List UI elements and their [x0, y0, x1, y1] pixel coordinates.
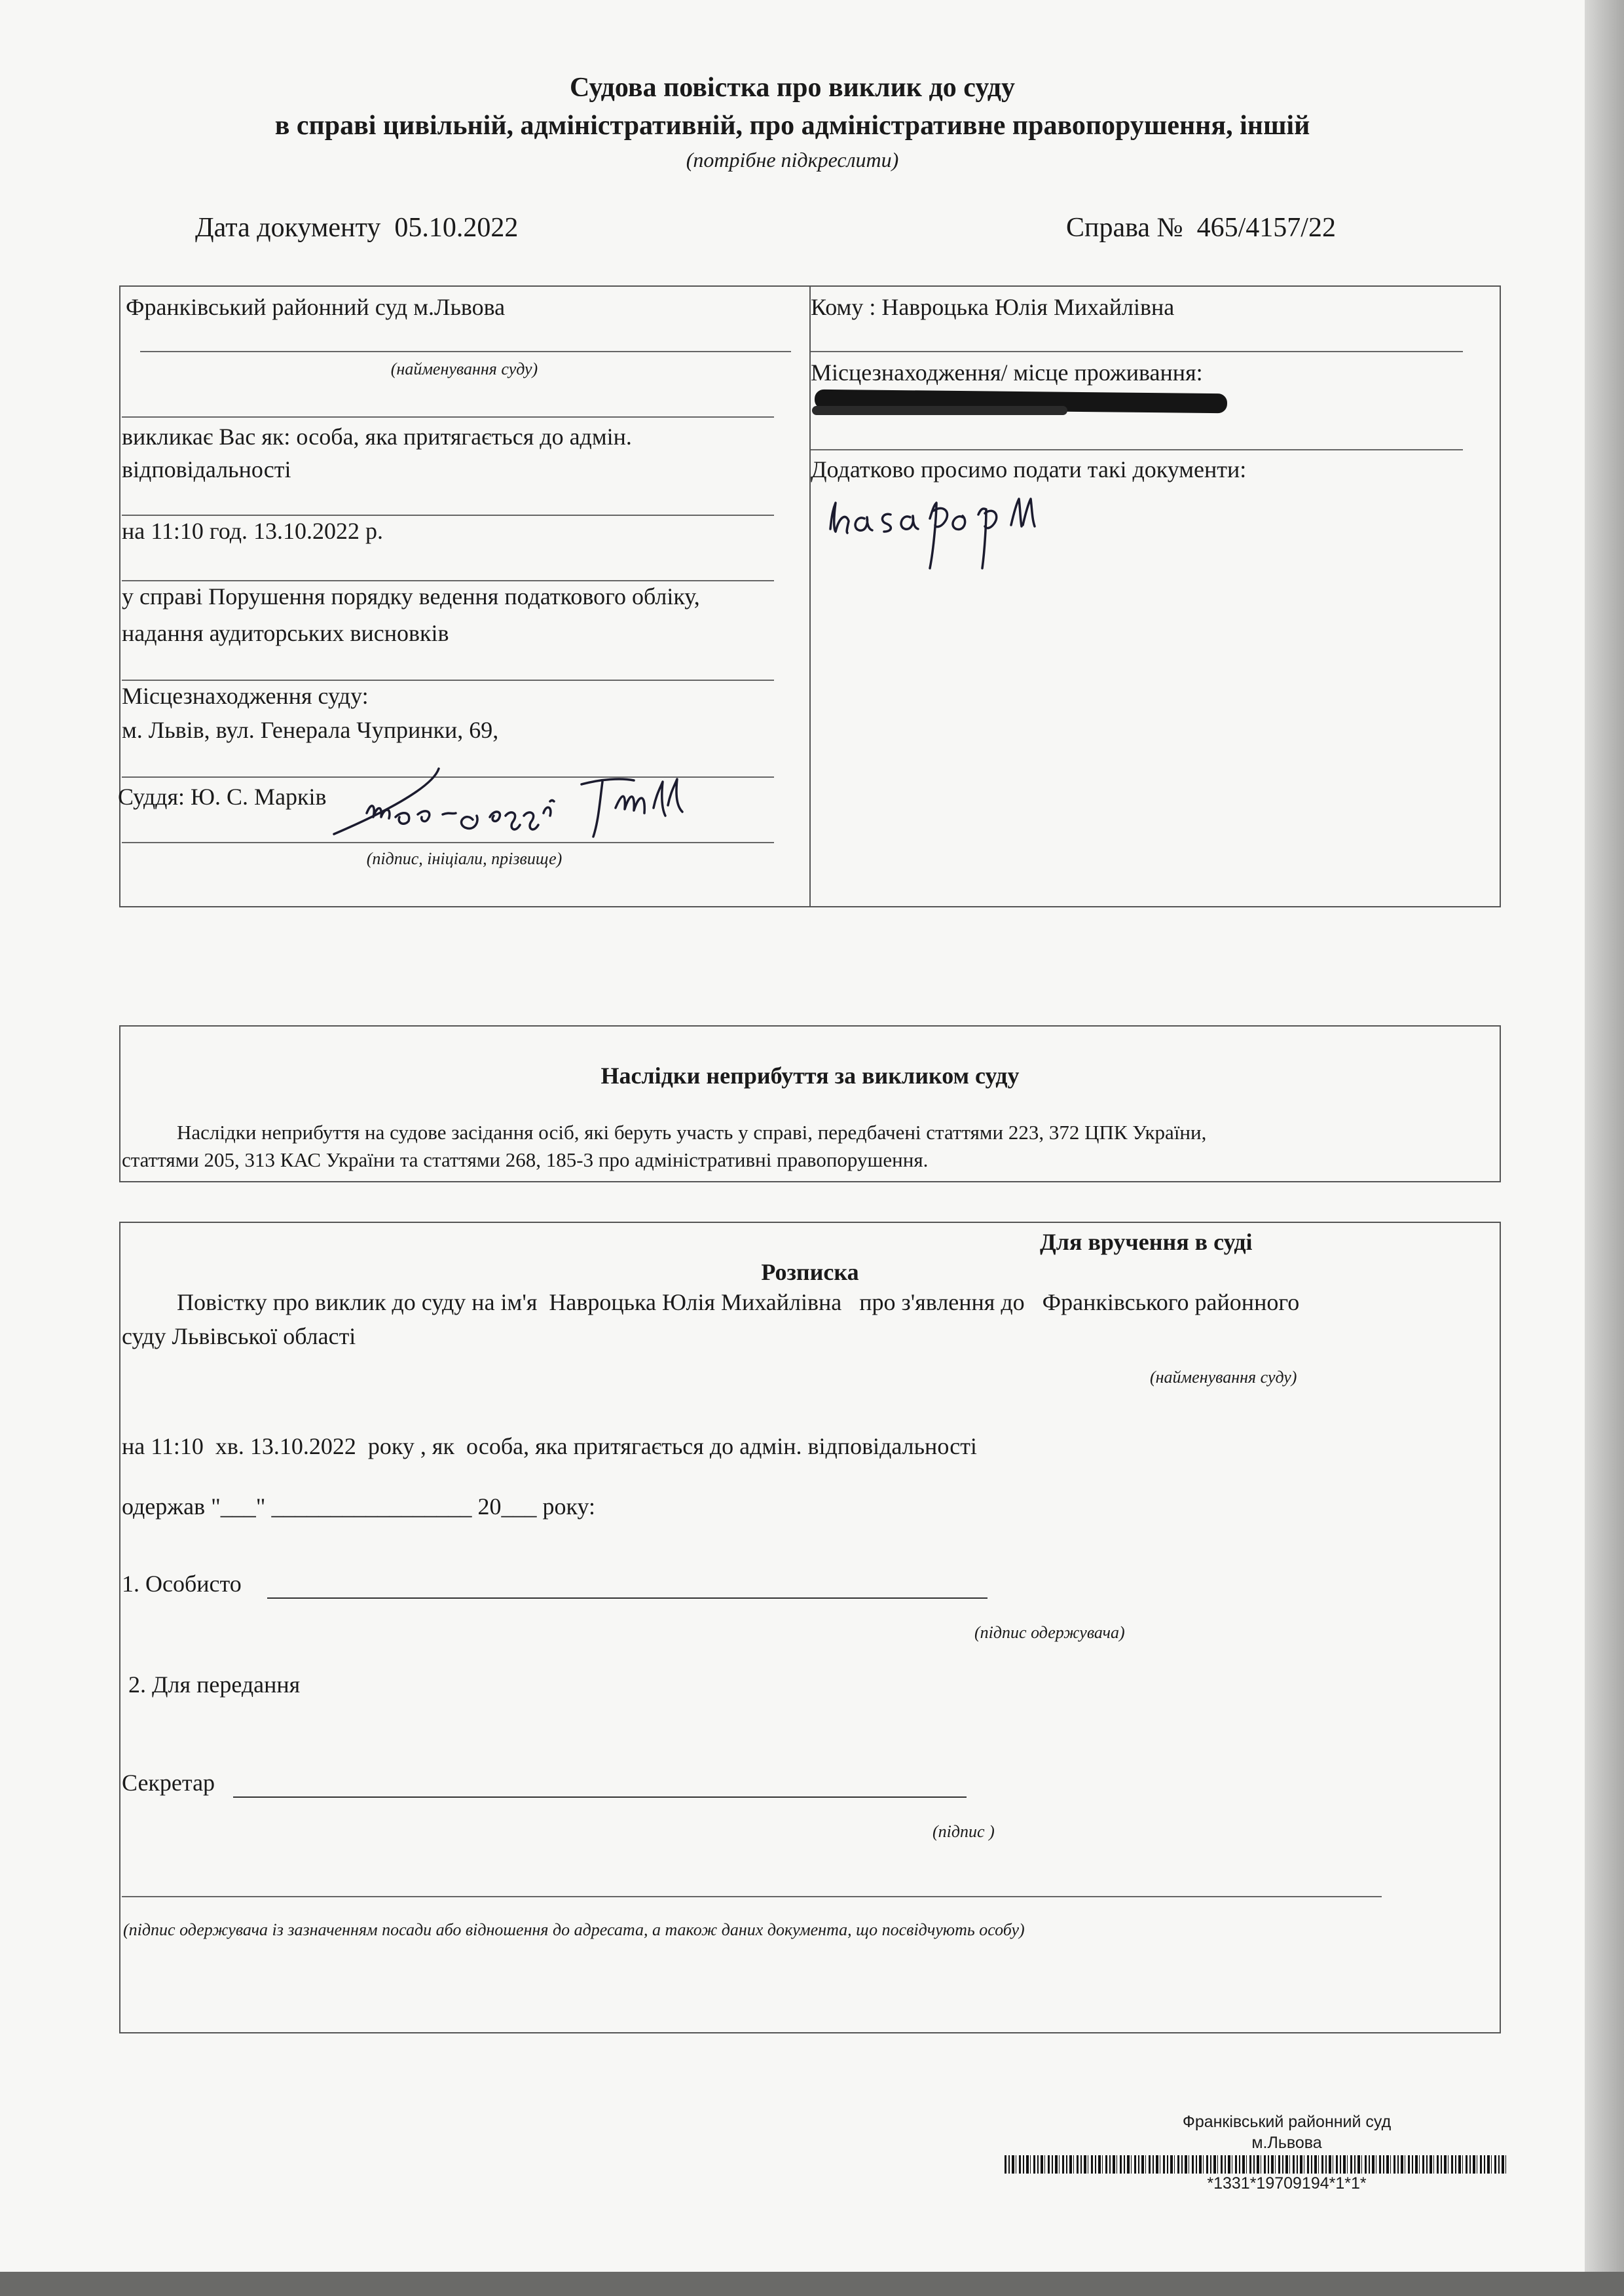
document-date-label: Дата документу: [195, 213, 381, 243]
summons-role-line2: відповідальності: [122, 456, 291, 483]
recipient-name: Кому : Навроцька Юлія Михайлівна: [811, 294, 1175, 320]
scan-edge-shadow: [1585, 0, 1624, 2296]
personally-label: 1. Особисто: [122, 1571, 242, 1597]
case-number-value: 465/4157/22: [1196, 213, 1336, 243]
document-title: Судова повістка про виклик до суду: [570, 73, 1015, 103]
redacted-address-tail: [812, 406, 1067, 415]
court-location-label: Місцезнаходження суду:: [122, 683, 369, 709]
consequences-title: Наслідки неприбуття за викликом суду: [600, 1063, 1020, 1089]
document-date-value: 05.10.2022: [394, 213, 519, 243]
footnote-rule: [122, 1896, 1382, 1897]
stamp-court-name: Франківський районний суд: [1182, 2113, 1392, 2131]
barcode: [1005, 2155, 1509, 2174]
consequences-text-line2: статтями 205, 313 КАС України та статтями 268, 185-3 про адміністративні правопорушення.: [122, 1148, 929, 1171]
scan-bottom-edge: [0, 2272, 1624, 2296]
rule-role: [122, 416, 774, 418]
case-number-label: Справа №: [1066, 213, 1183, 243]
receipt-time-line: на 11:10 хв. 13.10.2022 року , як особа, яка притягається до адмін. відповідальності: [122, 1433, 977, 1459]
secretary-signature-caption: (підпис ): [932, 1822, 995, 1841]
received-date-line: одержав "___" _________________ 20___ року:: [122, 1493, 596, 1520]
judge-name: Суддя: Ю. С. Марків: [118, 784, 327, 810]
court-name-caption: (найменування суду): [390, 359, 538, 378]
barcode-text: *1331*19709194*1*1*: [1207, 2174, 1367, 2193]
receipt-line2: суду Львівської області: [122, 1323, 356, 1349]
judge-signature-text: нон-судді Ітн: [537, 801, 545, 802]
summons-role-line1: викликає Вас як: особа, яка притягається до адмін.: [122, 424, 632, 450]
for-court-delivery: Для вручення в суді: [1040, 1229, 1253, 1255]
recipient-signature-caption: (підпис одержувача): [974, 1623, 1125, 1642]
court-name-rule: [140, 351, 791, 352]
secretary-label: Секретар: [122, 1770, 215, 1796]
receipt-line1: Повістку про виклик до суду на ім'я Навроцька Юлія Михайлівна про з'явлення до Франківського районного: [177, 1289, 1300, 1315]
personally-signature-line: [267, 1597, 987, 1599]
court-location-value: м. Львів, вул. Генерала Чупринки, 69,: [122, 717, 499, 743]
extra-documents-label: Додатково просимо подати такі документи:: [811, 456, 1247, 483]
document-subtitle: в справі цивільній, адміністративній, про адміністративне правопорушення, іншій: [274, 111, 1310, 141]
case-number: [1066, 211, 1336, 245]
case-subject-line2: надання аудиторських висновків: [122, 620, 449, 646]
receipt-court-caption: (найменування суду): [1150, 1368, 1297, 1387]
hearing-time: на 11:10 год. 13.10.2022 р.: [122, 518, 384, 544]
rule-address: [811, 449, 1463, 450]
rule-signature: [122, 842, 774, 843]
stamp-court-city: м.Львова: [1251, 2134, 1322, 2152]
for-transfer-label: 2. Для передання: [128, 1671, 301, 1698]
handwritten-passport-note: [819, 484, 1067, 583]
signature-caption: (підпис, ініціали, прізвище): [366, 849, 563, 868]
case-subject-line1: у справі Порушення порядку ведення податкового обліку,: [122, 583, 700, 610]
court-name: Франківський районний суд м.Львова: [126, 294, 506, 320]
receipt-title: Розписка: [761, 1259, 859, 1285]
document-date: [195, 211, 518, 245]
judge-signature: [327, 762, 747, 854]
secretary-signature-line: [233, 1796, 967, 1798]
rule-recipient: [811, 351, 1463, 352]
receipt-footnote: (підпис одержувача із зазначенням посади або відношення до адресата, а також даних документа, що посвідчують особу): [123, 1920, 1025, 1939]
subtitle-note: (потрібне підкреслити): [686, 148, 899, 172]
recipient-address-label: Місцезнаходження/ місце проживання:: [811, 359, 1203, 386]
consequences-text-line1: Наслідки неприбуття на судове засідання осіб, які беруть участь у справі, передбачені статтями 223, 372 ЦПК України,: [177, 1121, 1207, 1144]
handwritten-passport-text: паспорт: [936, 536, 941, 538]
